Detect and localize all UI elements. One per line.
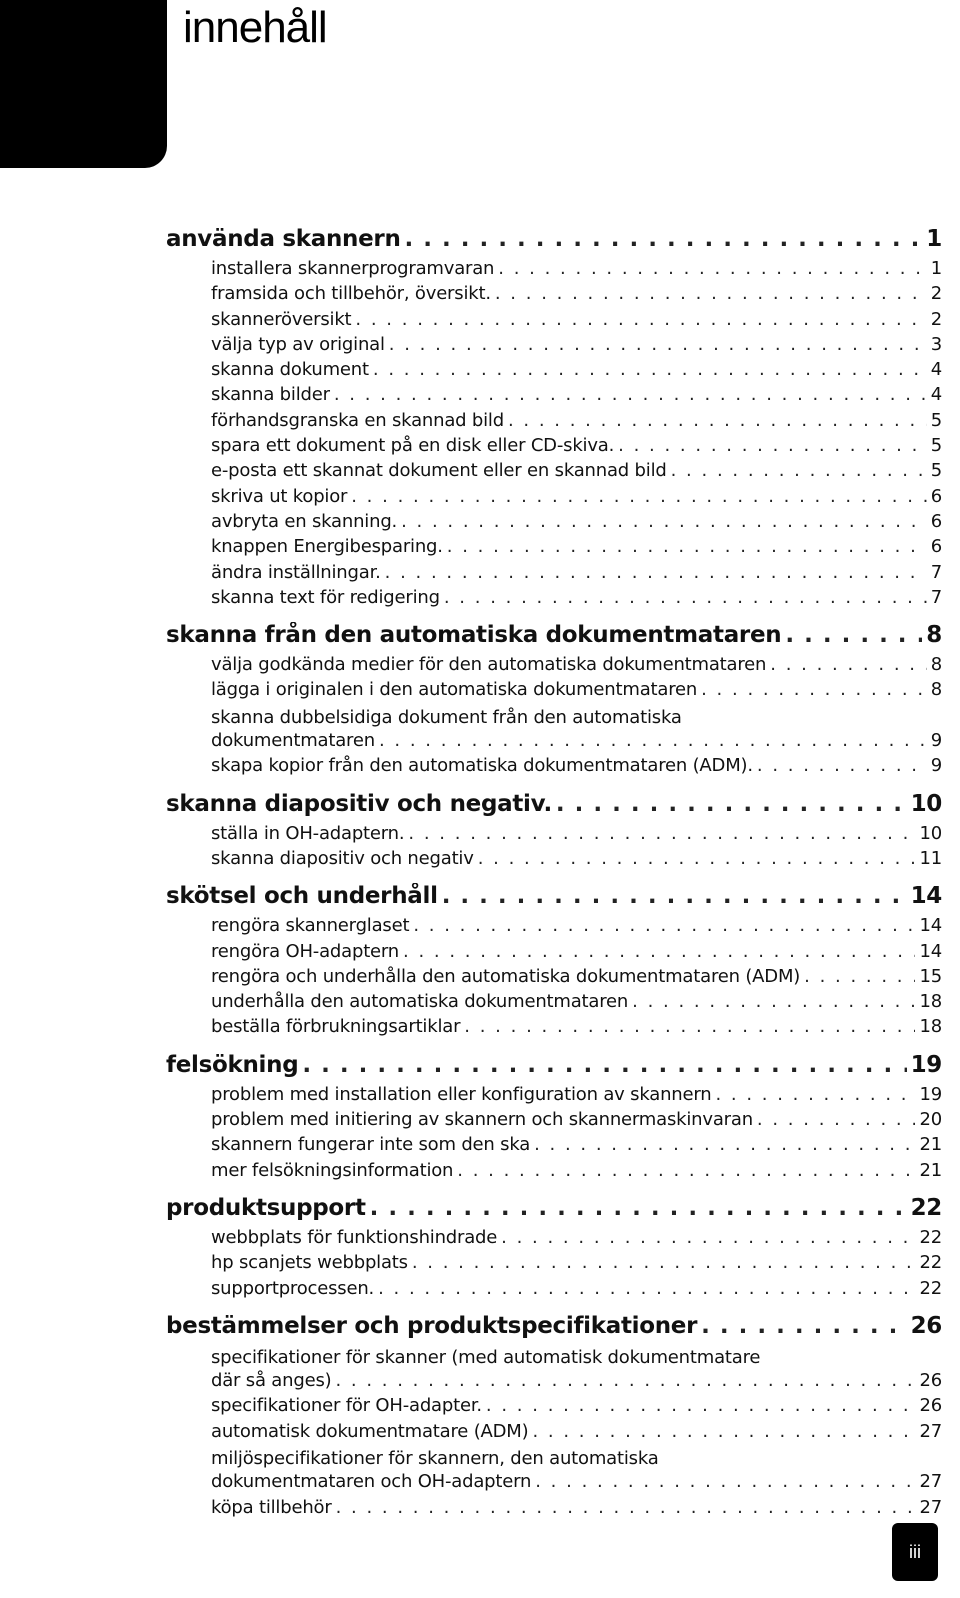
toc-entry-page-number: 8 [930, 679, 942, 701]
toc-entry-label: underhålla den automatiska dokumentmataren [211, 991, 629, 1013]
toc-entry-page-number: 4 [930, 359, 942, 381]
dot-leader [412, 1252, 916, 1273]
toc-entry-page-number: 8 [930, 654, 942, 676]
toc-entry-label: rengöra och underhålla den automatiska dokumentmataren (ADM) [211, 965, 801, 987]
toc-entry[interactable] [211, 334, 942, 359]
toc-entry[interactable] [211, 435, 942, 460]
section-title: bestämmelser och produktspecifikationer [166, 1312, 698, 1339]
toc-section [166, 622, 942, 780]
toc-entry-label: avbryta en skanning. [211, 510, 398, 532]
toc-items [211, 654, 942, 780]
dot-leader [757, 755, 927, 776]
dot-leader [379, 730, 927, 751]
dot-leader [715, 1084, 915, 1105]
toc-entry[interactable] [211, 755, 942, 780]
toc-entry-label: rengöra OH-adaptern [211, 940, 400, 962]
dot-leader [508, 410, 927, 431]
toc-entry[interactable] [211, 1421, 942, 1446]
toc-entry-page-number: 18 [919, 991, 942, 1013]
section-title: produktsupport [166, 1194, 366, 1221]
toc-entry[interactable] [211, 1395, 942, 1420]
section-heading[interactable] [166, 1313, 942, 1345]
toc-entry-label: där så anges) [211, 1370, 332, 1392]
toc-entry-label: spara ett dokument på en disk eller CD-skiva. [211, 435, 615, 457]
toc-entry-page-number: 6 [930, 485, 942, 507]
toc-section [166, 1313, 942, 1522]
toc-entry[interactable] [211, 1227, 942, 1252]
toc-entry-page-number: 4 [930, 384, 942, 406]
toc-items [211, 823, 942, 874]
toc-entry-label: välja godkända medier för den automatiska dokumentmataren [211, 654, 767, 676]
toc-entry-first-line: skanna dubbelsidiga dokument från den automatiska [211, 706, 682, 728]
toc-entry[interactable] [211, 258, 942, 283]
toc-entry-page-number: 14 [919, 940, 942, 962]
toc-entry-label: beställa förbrukningsartiklar [211, 1016, 461, 1038]
dot-leader [804, 966, 915, 987]
toc-entry[interactable] [211, 587, 942, 612]
toc-entry[interactable] [211, 511, 942, 536]
dot-leader [370, 1195, 907, 1221]
toc-entry-label: problem med initiering av skannern och skannermaskinvaran [211, 1109, 753, 1131]
toc-entry-page-number: 1 [930, 258, 942, 279]
dot-leader [373, 359, 927, 380]
toc-entry-label: problem med installation eller konfiguration av skannern [211, 1083, 712, 1105]
toc-entry[interactable] [211, 1252, 942, 1277]
toc-entry-page-number: 22 [919, 1252, 942, 1274]
toc-entry[interactable] [211, 1278, 942, 1303]
dot-leader [632, 991, 915, 1012]
section-heading[interactable] [166, 1195, 942, 1227]
section-heading[interactable] [166, 622, 942, 654]
dot-leader [478, 848, 916, 869]
toc-entry-label: välja typ av original [211, 333, 385, 355]
dot-leader [442, 883, 907, 909]
section-heading[interactable] [166, 226, 942, 258]
toc-entry-label: skriva ut kopior [211, 485, 348, 507]
toc-entry-page-number: 22 [919, 1226, 942, 1248]
toc-entry[interactable] [211, 283, 942, 308]
toc-entry[interactable] [211, 1471, 942, 1496]
toc-entry-page-number: 26 [919, 1370, 942, 1392]
toc-entry-label: ställa in OH-adaptern. [211, 822, 405, 844]
toc-entry-label: ändra inställningar. [211, 561, 381, 583]
toc-entry-label: skanna bilder [211, 384, 330, 406]
dot-leader [355, 309, 926, 330]
dot-leader [351, 486, 927, 507]
toc-entry-label: dokumentmataren och OH-adaptern [211, 1471, 532, 1493]
toc-entry[interactable] [211, 848, 942, 873]
toc-entry-page-number: 10 [919, 822, 942, 844]
toc-entry-page-number: 22 [919, 1277, 942, 1299]
section-page-number: 26 [910, 1312, 942, 1339]
section-page-number: 19 [910, 1051, 942, 1078]
section-page-number: 10 [910, 790, 942, 817]
toc-entry-page-number: 5 [930, 460, 942, 482]
dot-leader [770, 654, 926, 675]
toc-entry[interactable] [211, 823, 942, 848]
dot-leader [671, 460, 927, 481]
dot-leader [447, 536, 927, 557]
section-title: använda skannern [166, 226, 401, 252]
toc-entry-first-line: specifikationer för skanner (med automatisk dokumentmatare [211, 1346, 761, 1368]
toc-entry[interactable] [211, 654, 942, 679]
toc-entry[interactable] [211, 915, 942, 940]
toc-entry-page-number: 15 [919, 965, 942, 987]
toc-entry-label: automatisk dokumentmatare (ADM) [211, 1420, 529, 1442]
toc-section [166, 1195, 942, 1303]
dot-leader [335, 1370, 915, 1391]
section-page-number: 14 [910, 883, 942, 910]
section-title: felsökning [166, 1051, 299, 1078]
toc-entry-page-number: 18 [919, 1016, 942, 1038]
dot-leader [444, 587, 927, 608]
toc-entry-page-number: 27 [919, 1471, 942, 1493]
toc-entry-page-number: 5 [930, 409, 942, 431]
toc-entry[interactable] [211, 359, 942, 384]
toc-items [211, 1345, 942, 1522]
toc-entry[interactable] [211, 309, 942, 334]
dot-leader [389, 334, 927, 355]
toc-entry-label: skapa kopior från den automatiska dokumentmataren (ADM). [211, 755, 753, 777]
toc-entry[interactable] [211, 562, 942, 587]
dot-leader [701, 679, 927, 700]
dot-leader [618, 435, 927, 456]
toc-entry[interactable] [211, 730, 942, 755]
dot-leader [401, 511, 927, 532]
toc-entry-page-number: 6 [930, 536, 942, 558]
toc-entry[interactable] [211, 460, 942, 485]
dot-leader [495, 283, 927, 304]
toc-entry[interactable] [211, 1109, 942, 1134]
section-heading[interactable] [166, 883, 942, 915]
section-page-number: 1 [926, 226, 942, 252]
toc-entry-label: webbplats för funktionshindrade [211, 1226, 498, 1248]
page-title: innehåll [183, 3, 327, 52]
toc-entry-page-number: 14 [919, 915, 942, 937]
toc-entry[interactable] [211, 384, 942, 409]
dot-leader [532, 1421, 915, 1442]
dot-leader [785, 622, 922, 648]
toc-entry-page-number: 7 [930, 561, 942, 583]
toc-section [166, 791, 942, 874]
toc-section [166, 883, 942, 1041]
toc-entry-label: supportprocessen. [211, 1277, 375, 1299]
toc-entry-label: skanneröversikt [211, 308, 352, 330]
toc-entry[interactable] [211, 410, 942, 435]
toc-entry-page-number: 2 [930, 308, 942, 330]
dot-leader [302, 1052, 906, 1078]
toc-entry[interactable] [211, 536, 942, 561]
toc-entry-page-number: 6 [930, 510, 942, 532]
dot-leader [498, 258, 926, 279]
toc-entry-page-number: 9 [930, 755, 942, 777]
toc-entry-page-number: 5 [930, 435, 942, 457]
toc-entry[interactable] [211, 679, 942, 704]
toc-entry-label: e-posta ett skannat dokument eller en skannad bild [211, 460, 667, 482]
toc-entry-page-number: 27 [919, 1496, 942, 1518]
dot-leader [336, 1497, 916, 1518]
section-title: skanna från den automatiska dokumentmataren [166, 622, 782, 649]
toc-entry-label: installera skannerprogramvaran [211, 258, 495, 279]
toc-entry-page-number: 7 [930, 586, 942, 608]
dot-leader [464, 1016, 915, 1037]
dot-leader [405, 226, 923, 252]
toc-items [211, 1084, 942, 1185]
dot-leader [403, 941, 915, 962]
dot-leader [556, 791, 907, 817]
section-heading[interactable] [166, 791, 942, 823]
toc-entry[interactable] [211, 1370, 942, 1395]
toc-entry-label: specifikationer för OH-adapter. [211, 1395, 482, 1417]
section-heading[interactable] [166, 1052, 942, 1084]
toc-entry-label: skannern fungerar inte som den ska [211, 1134, 531, 1156]
toc-entry-page-number: 26 [919, 1395, 942, 1417]
dot-leader [501, 1227, 915, 1248]
toc-entry-page-number: 21 [919, 1134, 942, 1156]
dot-leader [757, 1109, 916, 1130]
toc-entry-label: mer felsökningsinformation [211, 1159, 454, 1181]
dot-leader [413, 915, 915, 936]
toc-entry-label: skanna dokument [211, 359, 369, 381]
toc-entry-label: skanna text för redigering [211, 586, 440, 608]
corner-block [0, 0, 167, 168]
toc-entry-page-number: 19 [919, 1083, 942, 1105]
toc-items [211, 915, 942, 1041]
toc-entry-page-number: 2 [930, 283, 942, 305]
toc-entry-label: framsida och tillbehör, översikt. [211, 283, 491, 305]
toc-entry-page-number: 27 [919, 1420, 942, 1442]
toc-entry-page-number: 11 [919, 847, 942, 869]
page-number: iii [892, 1523, 938, 1581]
toc-entry-label: köpa tillbehör [211, 1496, 332, 1518]
dot-leader [535, 1471, 915, 1492]
toc-entry[interactable] [211, 1497, 942, 1522]
toc-items [211, 258, 942, 612]
toc-entry-label: skanna diapositiv och negativ [211, 847, 474, 869]
section-page-number: 8 [926, 622, 942, 649]
toc-entry[interactable] [211, 1016, 942, 1041]
toc-entry[interactable] [211, 941, 942, 966]
section-title: skötsel och underhåll [166, 883, 438, 910]
toc-entry-label: dokumentmataren [211, 730, 375, 752]
toc-entry[interactable] [211, 966, 942, 991]
toc-entry[interactable] [211, 486, 942, 511]
dot-leader [385, 562, 927, 583]
toc-entry-label: hp scanjets webbplats [211, 1252, 408, 1274]
toc-entry-page-number: 20 [919, 1109, 942, 1131]
toc-entry-first-line: miljöspecifikationer för skannern, den automatiska [211, 1447, 659, 1469]
toc-entry-label: rengöra skannerglaset [211, 915, 410, 937]
toc-entry-label: knappen Energibesparing. [211, 536, 443, 558]
dot-leader [378, 1278, 915, 1299]
dot-leader [334, 384, 927, 405]
toc-entry[interactable] [211, 991, 942, 1016]
toc-section [166, 1052, 942, 1185]
toc-entry-page-number: 21 [919, 1159, 942, 1181]
toc-entry-label: lägga i originalen i den automatiska dokumentmataren [211, 679, 698, 701]
toc-section [166, 226, 942, 612]
table-of-contents [166, 226, 942, 1532]
section-title: skanna diapositiv och negativ. [166, 790, 552, 817]
toc-entry[interactable] [211, 1134, 942, 1159]
dot-leader [457, 1160, 915, 1181]
toc-entry-page-number: 3 [930, 333, 942, 355]
toc-entry-page-number: 9 [930, 730, 942, 752]
toc-entry[interactable] [211, 1084, 942, 1109]
dot-leader [408, 823, 915, 844]
dot-leader [701, 1313, 906, 1339]
toc-entry[interactable] [211, 1160, 942, 1185]
section-page-number: 22 [910, 1194, 942, 1221]
dot-leader [534, 1134, 915, 1155]
dot-leader [486, 1395, 916, 1416]
toc-items [211, 1227, 942, 1303]
toc-entry-label: förhandsgranska en skannad bild [211, 409, 504, 431]
